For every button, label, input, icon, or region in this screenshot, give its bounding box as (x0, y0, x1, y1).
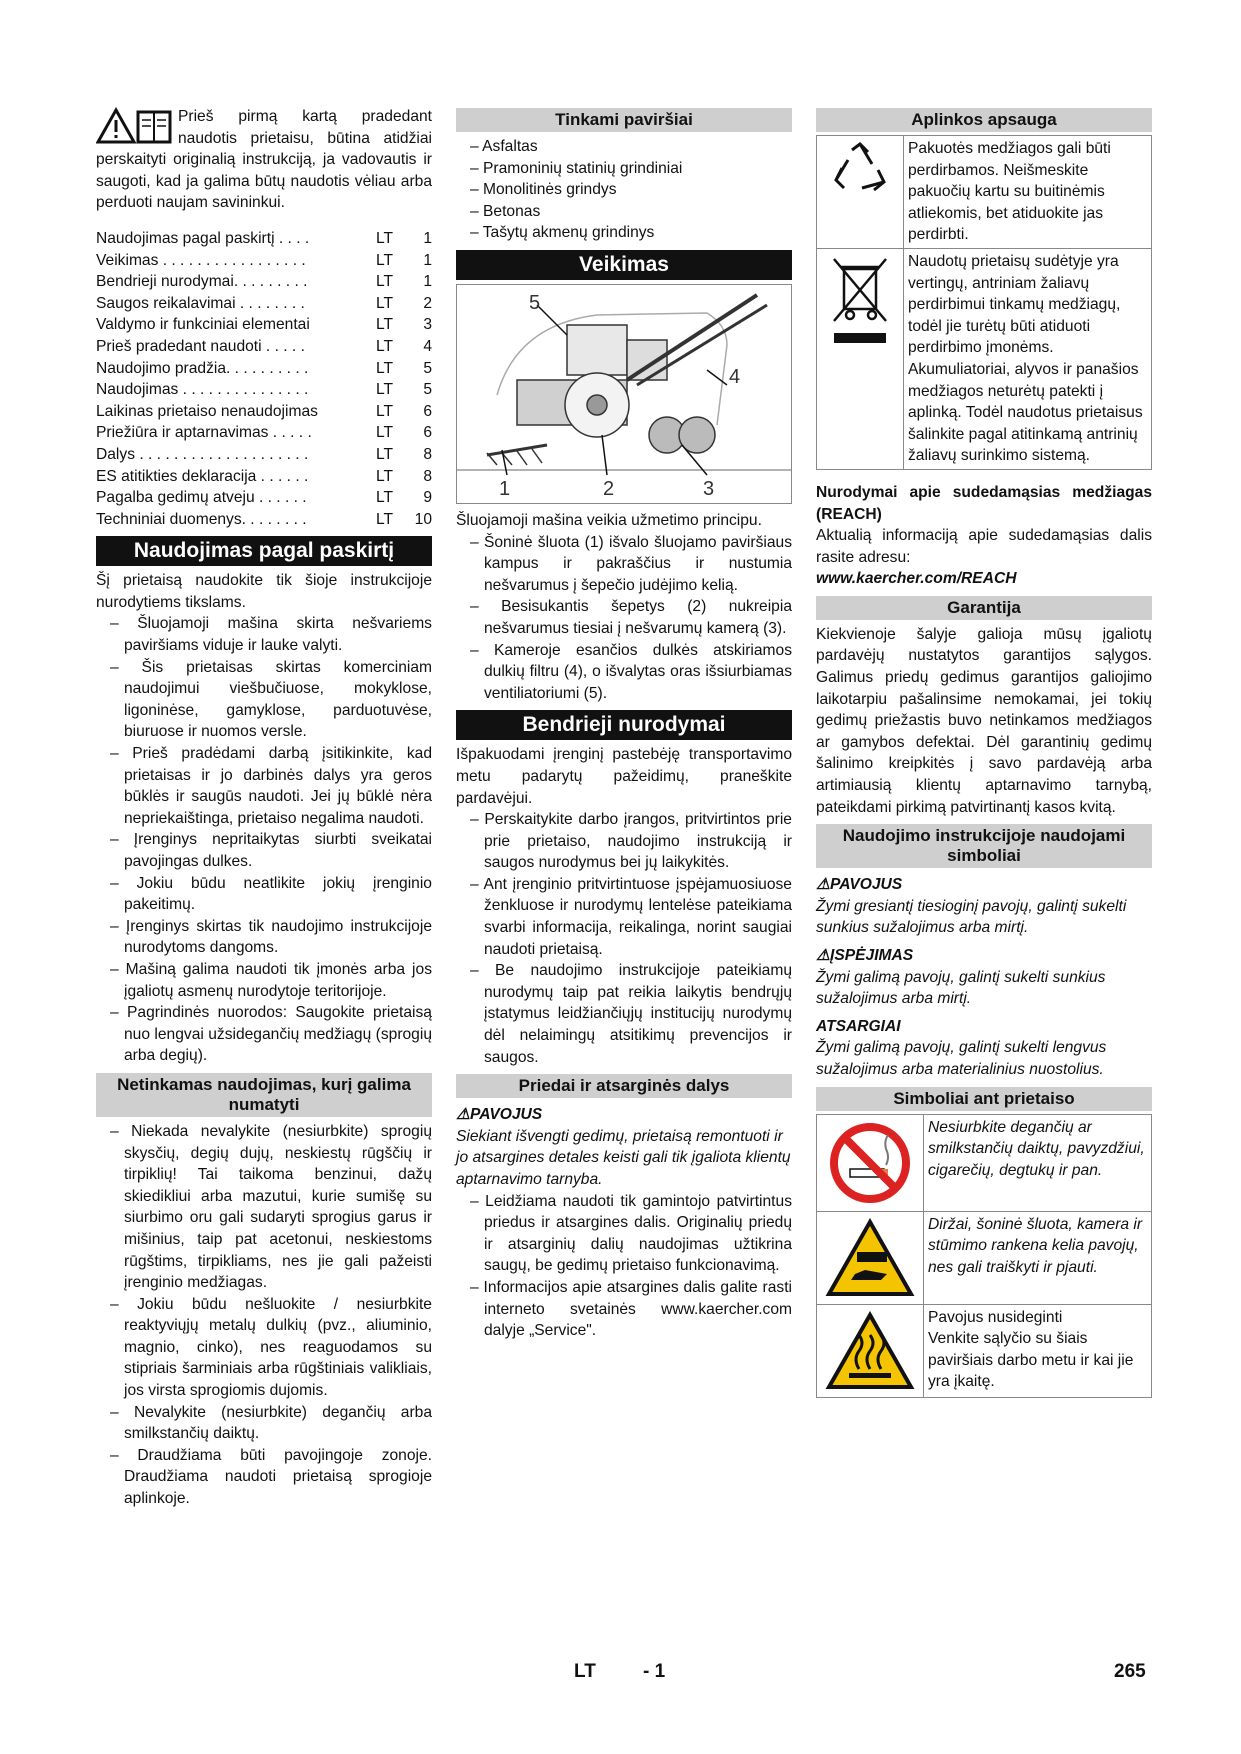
hot-surface-title: Pavojus nusideginti (928, 1308, 1063, 1326)
list-item: – Betonas (456, 201, 792, 223)
warning-manual-icons (96, 106, 174, 146)
list-item: – Perskaitykite darbo įrangos, pritvirtintos prie prie prietaiso, naudojimo instrukciją ir saugos nurodymus bei jų laikykitės. (456, 809, 792, 874)
recycle-icon (817, 136, 903, 248)
device-symbol-text: Diržai, šoninė šluota, kamera ir stūmimo rankena kelia pavojų, nes gali traiškyti ir pjauti. (923, 1212, 1151, 1304)
footer-page-number: 265 (1114, 1661, 1146, 1682)
warning-label: ⚠ĮSPĖJIMAS (816, 947, 914, 964)
toc-row[interactable]: Valdymo ir funkciniai elementai LT 3 (96, 316, 432, 334)
accessories-warning: ⚠PAVOJUS (456, 1106, 543, 1124)
list-item: – Kameroje esančios dulkės atskiriamos dulkių filtru (4), o išvalytas oras išsiurbiamas ventiliatoriumi (5). (456, 640, 792, 705)
warning-text: Žymi galimą pavojų, galintį sukelti sunkius sužalojimus arba mirtį. (816, 968, 1106, 1008)
toc-row[interactable]: Veikimas . . . . . . . . . . . . . . . . . LT 1 (96, 251, 432, 269)
list-item: – Jokiu būdu neatlikite jokių įrenginio pakeitimų. (96, 873, 432, 916)
manual-book-icon (138, 112, 170, 142)
heading-usage: Naudojimas pagal paskirtį (96, 536, 432, 566)
column-1 (96, 106, 432, 1510)
toc-row[interactable]: Naudojimas pagal paskirtį . . . . LT 1 (96, 229, 432, 247)
list-item: – Monolitinės grindys (456, 179, 792, 201)
intro-text: Prieš pirmą kartą pradedant naudotis prietaisu, būtina atidžiai perskaityti originalią instrukciją, ja vadovautis ir saugoti, kad ja galima būtų naudotis vėliau arba perduoti naujam savininkui. (96, 108, 432, 212)
device-symbol-row (816, 1114, 1152, 1212)
device-symbol-text: Nesiurbkite degančių ar smilkstančių daiktų, pavyzdžiui, cigarečių, degtukų ir pan. (923, 1115, 1151, 1211)
list-item: – Draudžiama būti pavojingoje zonoje. Draudžiama naudoti prietaisą sprogioje aplinkoje. (96, 1445, 432, 1510)
misuse-list (96, 1121, 432, 1510)
diagram-label-2: 2 (603, 477, 615, 500)
general-list (456, 809, 792, 1068)
list-item: – Ant įrenginio pritvirtintuose įspėjamuosiuose ženkluose ir nurodymų lentelėse pateikiama svarbi informacija, reikalinga, norint saugiai naudoti prietaisą. (456, 874, 792, 960)
crossed-bin-icon (817, 249, 903, 469)
reach-url-link[interactable]: www.kaercher.com/REACH (816, 570, 1017, 588)
footer-section-page: - 1 (643, 1661, 666, 1682)
general-intro: Išpakuodami įrenginį pastebėję transportavimo metu padarytų pažeidimų, praneškite pardavėjui. (456, 746, 792, 807)
reach-title: Nurodymai apie sudedamąsias medžiagas (REACH) (816, 483, 1152, 523)
toc-row[interactable]: Bendrieji nurodymai. . . . . . . . . LT 1 (96, 273, 432, 291)
list-item: – Besisukantis šepetys (2) nukreipia nešvarumus tiesiai į nešvarumų kamerą (3). (456, 596, 792, 639)
hand-crush-warning-icon (817, 1212, 923, 1304)
list-item: – Įrenginys nepritaikytas siurbti sveikatai pavojingas dulkes. (96, 829, 432, 872)
list-item: – Asfaltas (456, 136, 792, 158)
footer-language: LT (574, 1661, 596, 1682)
heading-misuse: Netinkamas naudojimas, kurį galima numatyti (96, 1073, 432, 1117)
heading-environment: Aplinkos apsauga (816, 108, 1152, 132)
danger-text: Žymi gresiantį tiesioginį pavojų, galintį sukelti sunkius sužalojimus arba mirtį. (816, 897, 1127, 937)
weee-note (816, 248, 1152, 470)
reach-text: Aktualią informaciją apie sudedamąsias dalis rasite adresu: (816, 527, 1152, 566)
intro-block (96, 106, 432, 214)
list-item: – Jokiu būdu nešluokite / nesiurbkite reaktyviųjų metalų dulkių (pvz., aliuminio, magnio, cinko), nes reaguodamos su stipriais šarminiais arba rūgštiniais valikliais, jos virsta sprogiomis dujomis. (96, 1294, 432, 1402)
weee-text: Naudotų prietaisų sudėtyje yra vertingų, antriniam žaliavų perdirbimui tinkamų medžiagų, todėl jie turėtų būti atiduoti perdirbimo įmonėms. Akumuliatoriai, alyvos ir panašios medžiagos neturėtų patekti į aplinką. Todėl naudotus prietaisus šalinkite pagal atitinkamą antrinių žaliavų surinkimo sistemą. (903, 249, 1151, 469)
toc-row[interactable]: ES atitikties deklaracija . . . . . . LT 8 (96, 467, 432, 485)
list-item: – Tašytų akmenų grindinys (456, 222, 792, 244)
caution-label: ATSARGIAI (816, 1017, 901, 1035)
recycle-note (816, 135, 1152, 249)
danger-label: ⚠PAVOJUS (816, 876, 903, 894)
sweeper-illustration (457, 295, 791, 475)
list-item: – Niekada nevalykite (nesiurbkite) sprogių skysčių, degių dujų, neskiestų rūgščių ir tirpiklių! Tai taikoma benzinui, dažų skiedikliui arba mazutui, kurie sumišę su siurbimo oru gali sudaryti sprogius garus ir mišinius, taip pat acetonui, neskiestoms rūgštims, tirpikliams, nes jie gali pažeisti įrenginio medžiagas. (96, 1121, 432, 1294)
hot-surface-text: Venkite sąlyčio su šiais paviršiais darbo metu ir kai jie yra įkaitę. (928, 1330, 1134, 1391)
heading-device-symbols: Simboliai ant prietaiso (816, 1087, 1152, 1111)
heading-symbols: Naudojimo instrukcijoje naudojami simboliai (816, 824, 1152, 868)
warning-triangle-icon: ⚠ (456, 1106, 470, 1124)
accessories-warning-text: Siekiant išvengti gedimų, prietaisą remontuoti ir jo atsargines detales keisti gali tik įgaliota klientų aptarnavimo tarnyba. (456, 1127, 791, 1188)
toc-row[interactable]: Dalys . . . . . . . . . . . . . . . . . . . . LT 8 (96, 445, 432, 463)
list-item: – Šluojamoji mašina skirta nešvariems paviršiams viduje ir lauke valyti. (96, 613, 432, 656)
list-item: – Mašiną galima naudoti tik įmonės arba jos įgaliotų asmenų nurodytoje teritorijoje. (96, 959, 432, 1002)
heading-accessories: Priedai ir atsarginės dalys (456, 1074, 792, 1098)
toc-row[interactable]: Naudojimo pradžia. . . . . . . . . . LT 5 (96, 359, 432, 377)
column-3 (816, 106, 1152, 1398)
list-item: – Įrenginys skirtas tik naudojimo instrukcijoje nurodytoms dangoms. (96, 916, 432, 959)
heading-general: Bendrieji nurodymai (456, 710, 792, 740)
list-item: – Leidžiama naudoti tik gamintojo patvirtintus priedus ir atsargines dalis. Originalių priedų ir atsarginių dalių naudojimas užtikrina saugų, be gedimų prietaiso funkcionavimą. (456, 1191, 792, 1277)
operation-list (456, 532, 792, 705)
device-symbol-text (923, 1305, 1151, 1397)
heading-operation: Veikimas (456, 250, 792, 280)
list-item: – Prieš pradėdami darbą įsitikinkite, kad prietaisas ir jo darbinės dalys yra geros būklės ir saugūs naudoti. Jei jų būklė nėra nepriekaištinga, prietaiso negalima naudoti. (96, 743, 432, 829)
table-of-contents (96, 228, 432, 530)
list-item: – Nevalykite (nesiurbkite) degančių arba smilkstančių daiktų. (96, 1402, 432, 1445)
diagram-label-5: 5 (529, 291, 541, 314)
list-item: – Be naudojimo instrukcijoje pateikiamų nurodymų taip pat reikia laikytis bendrųjų įstatymus leidžiančiųjų institucijų nurodymų dėl nelaimingų atsitikimų prevencijos ir saugos. (456, 960, 792, 1068)
no-burning-objects-icon (817, 1115, 923, 1211)
list-item: – Šis prietaisas skirtas komerciniam naudojimui viešbučiuose, mokyklose, ligoninėse, gamyklose, parduotuvėse, biuruose ir nuomos versle. (96, 657, 432, 743)
usage-intro: Šį prietaisą naudokite tik šioje instrukcijoje nurodytiems tikslams. (96, 572, 432, 611)
caution-text: Žymi galimą pavojų, galintį sukelti lengvus sužalojimus arba materialinius nuostolius. (816, 1039, 1107, 1078)
warning-triangle-icon: ⚠ (816, 947, 830, 964)
toc-row[interactable]: Naudojimas . . . . . . . . . . . . . . . LT 5 (96, 381, 432, 399)
diagram-label-1: 1 (499, 477, 511, 500)
warranty-text: Kiekvienoje šalyje galioja mūsų įgaliotų pardavėjų nustatytos garantijos sąlygos. Galimus priedų gedimus garantijos galiojimo laikotarpiu pašalinsime nemokamai, jei tokių gedimų priežastis buvo netinkamos medžiagos ar gamybos defektai. Dėl garantinių gedimų šalinimo kreipkitės į savo pardavėją arba artimiausią klientų aptarnavimo tarnybą, pateikdami pirkimą patvirtinantį kasos kvitą. (816, 625, 1152, 816)
toc-row[interactable]: Pagalba gedimų atveju . . . . . . LT 9 (96, 489, 432, 507)
device-symbol-row (816, 1211, 1152, 1305)
sweeper-diagram (456, 284, 792, 504)
column-2 (456, 106, 792, 1342)
operation-intro: Šluojamoji mašina veikia užmetimo principu. (456, 511, 762, 529)
list-item: – Pagrindinės nuorodos: Saugokite prietaisą nuo lengvai užsidegančių medžiagų (sprogių arba degių). (96, 1002, 432, 1067)
heading-surfaces: Tinkami paviršiai (456, 108, 792, 132)
warning-triangle-icon: ⚠ (816, 876, 830, 894)
list-item: – Pramoninių statinių grindiniai (456, 158, 792, 180)
recycle-text: Pakuotės medžiagos gali būti perdirbamos. Neišmeskite pakuočių kartu su buitinėmis atliekomis, bet atiduokite jas perdirbti. (903, 136, 1151, 248)
diagram-label-3: 3 (703, 477, 715, 500)
toc-row[interactable]: Techniniai duomenys. . . . . . . . LT 10 (96, 510, 432, 528)
toc-row[interactable]: Priežiūra ir aptarnavimas . . . . . LT 6 (96, 424, 432, 442)
accessories-list (456, 1191, 792, 1342)
toc-row[interactable]: Saugos reikalavimai . . . . . . . . LT 2 (96, 294, 432, 312)
hot-surface-icon (817, 1305, 923, 1397)
diagram-label-4: 4 (729, 365, 741, 388)
list-item: – Šoninė šluota (1) išvalo šluojamo paviršiaus kampus ir pakraščius ir nustumia nešvarumus į šepečio judėjimo kelią. (456, 532, 792, 597)
device-symbol-row (816, 1304, 1152, 1398)
surfaces-list (456, 136, 792, 244)
heading-warranty: Garantija (816, 596, 1152, 620)
list-item: – Informacijos apie atsargines dalis galite rasti interneto svetainės www.kaercher.com dalyje „Service". (456, 1277, 792, 1342)
toc-row[interactable]: Laikinas prietaiso nenaudojimas LT 6 (96, 402, 432, 420)
toc-row[interactable]: Prieš pradedant naudoti . . . . . LT 4 (96, 337, 432, 355)
warning-triangle-icon (98, 110, 134, 142)
usage-list (96, 613, 432, 1066)
